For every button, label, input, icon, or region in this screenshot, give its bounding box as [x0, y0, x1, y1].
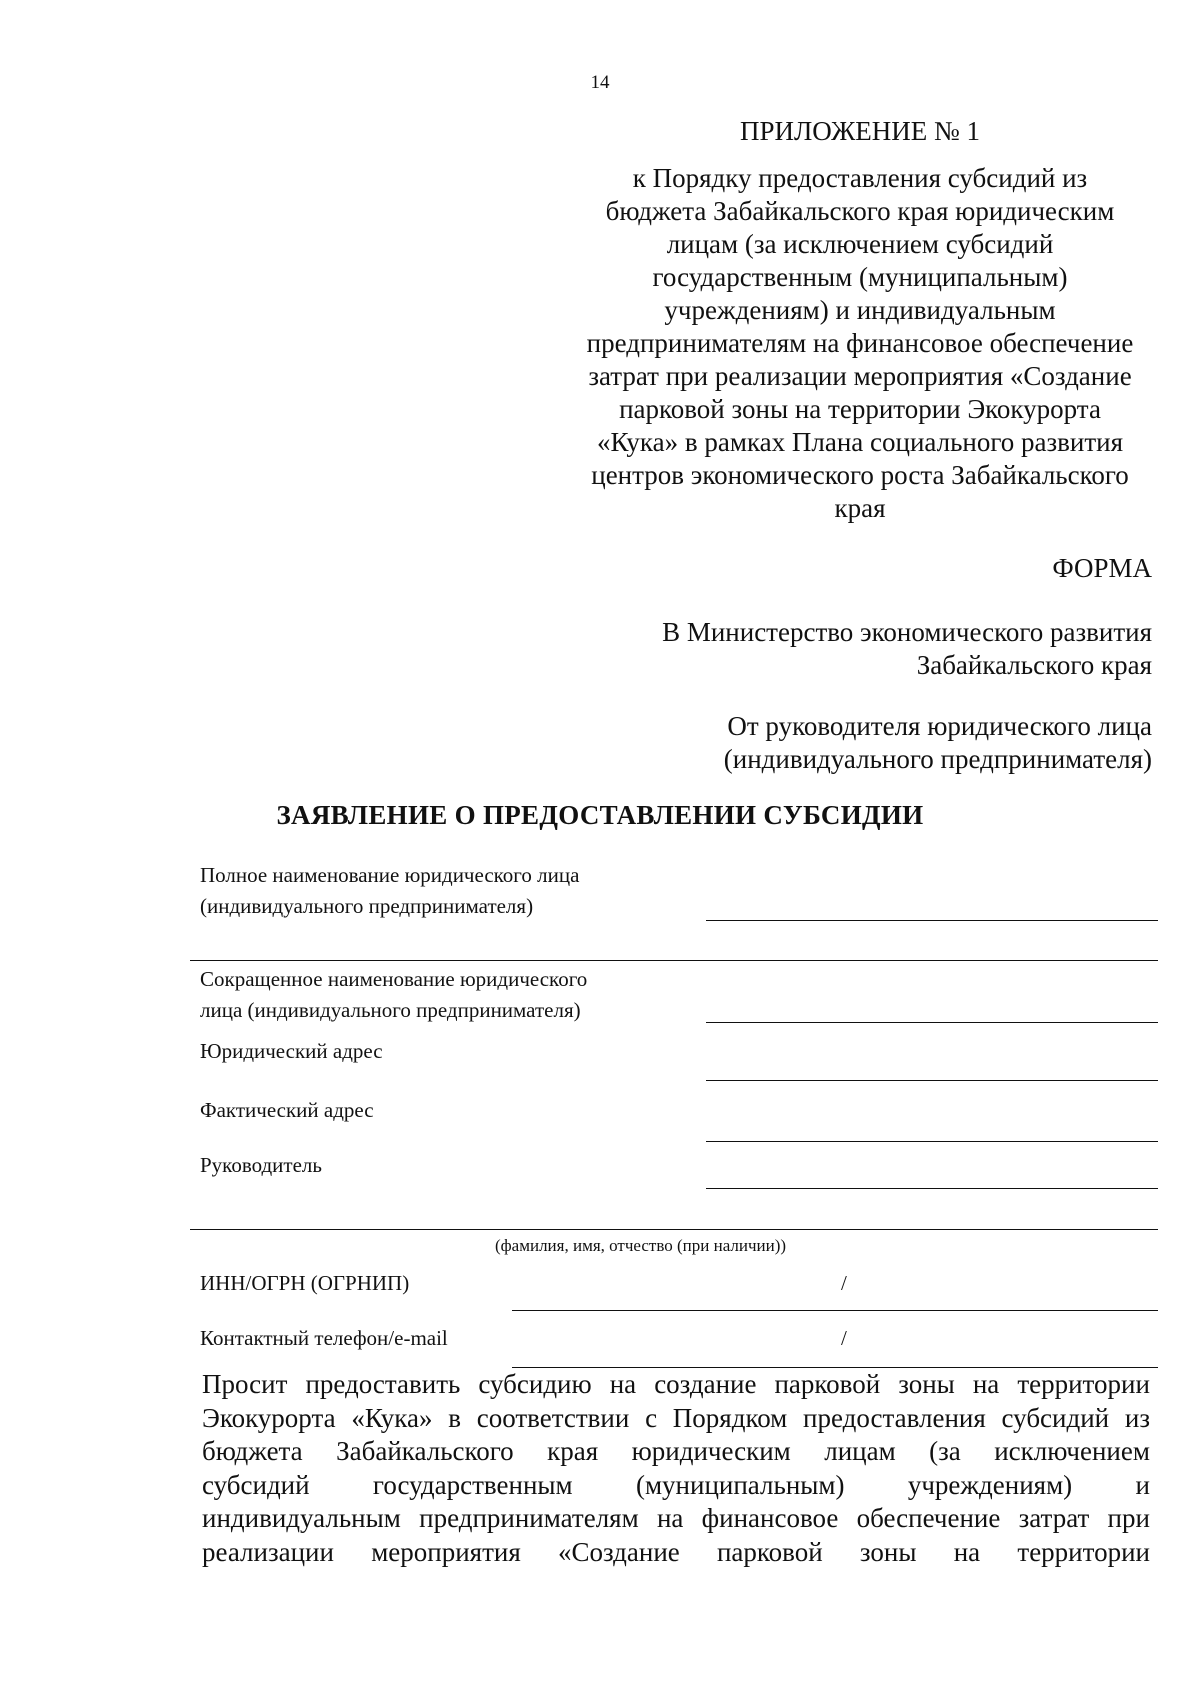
short-name-field[interactable] — [706, 1022, 1158, 1023]
request-word: парковой — [716, 1536, 823, 1567]
request-word: на — [972, 1369, 1000, 1399]
request-word: учреждениям) — [907, 1469, 1073, 1500]
document-title: ЗАЯВЛЕНИЕ О ПРЕДОСТАВЛЕНИИ СУБСИДИИ — [276, 800, 924, 830]
head-name-hint: (фамилия, имя, отчество (при наличии)) — [495, 1236, 787, 1255]
request-word: субсидий — [202, 1469, 310, 1500]
request-word: обеспечение — [856, 1503, 1001, 1533]
appendix-line: к Порядку предоставления субсидий из — [632, 163, 1088, 193]
request-word: предпринимателям — [419, 1503, 639, 1533]
sender-line: (индивидуального предпринимателя) — [723, 744, 1152, 774]
request-word: реализации — [202, 1536, 334, 1567]
request-word: юридическим — [631, 1436, 791, 1466]
request-word: создание — [654, 1369, 757, 1399]
request-word: края — [547, 1436, 599, 1466]
appendix-line: лицам (за исключением субсидий — [666, 229, 1054, 259]
page-number: 14 — [590, 72, 610, 93]
request-word: бюджета — [202, 1436, 303, 1466]
request-word: индивидуальным — [202, 1503, 401, 1533]
request-word: предоставления — [803, 1402, 986, 1433]
appendix-line: затрат при реализации мероприятия «Создание — [588, 361, 1132, 391]
request-word: в — [448, 1402, 461, 1433]
request-word: лицам — [824, 1436, 896, 1466]
request-word: зоны — [859, 1536, 917, 1567]
full-name-label-line: Полное наименование юридического лица — [200, 863, 580, 887]
request-word: (муниципальным) — [635, 1469, 845, 1500]
appendix-line: бюджета Забайкальского края юридическим — [605, 196, 1115, 226]
request-word: субсидий — [1001, 1402, 1110, 1433]
request-word: из — [1124, 1402, 1150, 1433]
appendix-line: предпринимателям на финансовое обеспечение — [586, 328, 1134, 358]
request-line — [202, 1469, 1150, 1503]
appendix-line: центров экономического роста Забайкальского — [591, 460, 1129, 490]
actual-address-field[interactable] — [706, 1141, 1158, 1142]
short-name-label-line: лица (индивидуального предпринимателя) — [200, 998, 581, 1022]
addressee-line: Забайкальского края — [916, 650, 1152, 680]
request-line — [202, 1502, 1150, 1536]
short-name-label-line: Сокращенное наименование юридического — [200, 967, 588, 991]
request-word: финансовое — [701, 1503, 839, 1533]
request-word: территории — [1017, 1536, 1150, 1567]
legal-address-field[interactable] — [706, 1080, 1158, 1081]
request-word: территории — [1017, 1369, 1150, 1399]
request-word: на — [953, 1536, 981, 1567]
request-word: (за — [929, 1436, 961, 1466]
request-word: с — [645, 1402, 658, 1433]
contact-label: Контактный телефон/e-mail — [200, 1326, 448, 1350]
contact-separator: / — [841, 1326, 847, 1350]
request-word: соответствии — [476, 1402, 630, 1433]
request-word: «Кука» — [351, 1402, 433, 1433]
appendix-line: учреждениям) и индивидуальным — [664, 295, 1056, 325]
full-name-field[interactable] — [706, 920, 1158, 921]
appendix-line: края — [834, 493, 886, 523]
request-word: субсидию — [478, 1369, 592, 1399]
appendix-line: государственным (муниципальным) — [652, 262, 1068, 292]
request-word: Экокурорта — [202, 1402, 336, 1433]
request-word: предоставить — [305, 1369, 461, 1399]
appendix-line: парковой зоны на территории Экокурорта — [619, 394, 1101, 424]
actual-address-label: Фактический адрес — [200, 1098, 374, 1122]
head-label: Руководитель — [200, 1153, 322, 1177]
addressee-block — [662, 616, 1152, 682]
inn-ogrn-field[interactable] — [512, 1310, 1158, 1311]
legal-address-label: Юридический адрес — [200, 1039, 383, 1063]
request-word: при — [1107, 1503, 1150, 1533]
request-word: Забайкальского — [336, 1436, 514, 1466]
sender-line: От руководителя юридического лица — [727, 711, 1152, 741]
request-line — [202, 1368, 1150, 1402]
head-field[interactable] — [706, 1188, 1158, 1189]
request-word: «Создание — [557, 1536, 680, 1567]
request-paragraph — [202, 1368, 1150, 1569]
request-word: на — [609, 1369, 637, 1399]
appendix-title: ПРИЛОЖЕНИЕ № 1 — [739, 116, 981, 146]
request-word: исключением — [994, 1436, 1150, 1466]
sender-block — [724, 710, 1152, 776]
request-word: на — [656, 1503, 684, 1533]
form-label: ФОРМА — [1052, 553, 1152, 583]
inn-ogrn-separator: / — [841, 1271, 847, 1295]
request-word: Порядком — [672, 1402, 788, 1433]
request-word: Просит — [202, 1369, 288, 1399]
full-name-field-continuation[interactable] — [190, 960, 1158, 961]
inn-ogrn-label: ИНН/ОГРН (ОГРНИП) — [200, 1271, 410, 1295]
full-name-label-line: (индивидуального предпринимателя) — [200, 894, 534, 918]
appendix-line: «Кука» в рамках Плана социального развития — [596, 427, 1124, 457]
request-word: парковой — [774, 1369, 881, 1399]
addressee-line: В Министерство экономического развития — [662, 617, 1152, 647]
short-name-label — [200, 964, 587, 1026]
request-line — [202, 1402, 1150, 1436]
request-line — [202, 1536, 1150, 1570]
head-name-field[interactable] — [190, 1229, 1158, 1230]
appendix-description — [560, 162, 1160, 525]
request-word: затрат — [1018, 1503, 1090, 1533]
request-word: зоны — [898, 1369, 955, 1399]
full-name-label — [200, 860, 579, 922]
request-word: мероприятия — [371, 1536, 521, 1567]
request-word: государственным — [372, 1469, 573, 1500]
request-line — [202, 1435, 1150, 1469]
request-word: и — [1135, 1469, 1150, 1500]
